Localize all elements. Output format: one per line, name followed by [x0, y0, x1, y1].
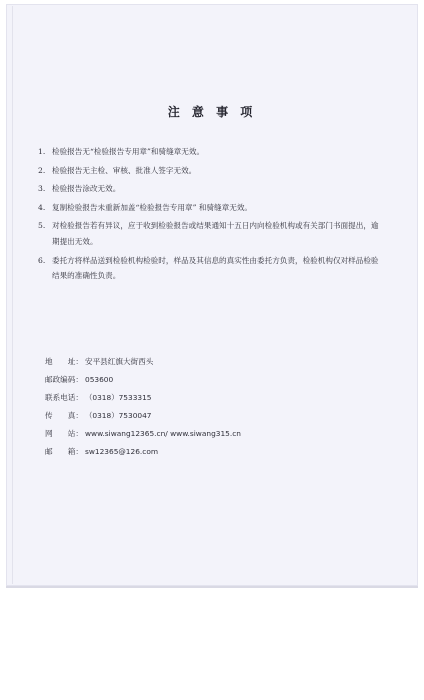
postcode-row — [45, 371, 365, 389]
notes-list — [38, 144, 383, 287]
document-page — [6, 4, 418, 586]
note-number: 1. — [38, 147, 46, 156]
phone-label: 联系电话： — [45, 393, 83, 402]
note-number: 6. — [38, 255, 46, 265]
note-text: 检验报告无主检、审核、批准人签字无效。 — [52, 165, 197, 175]
fax-label: 传 真： — [45, 411, 83, 420]
email-value: sw12365@126.com — [85, 447, 159, 456]
note-number: 3. — [38, 184, 46, 194]
phone-value: （0318）7533315 — [85, 393, 152, 402]
note-number: 2. — [38, 165, 46, 175]
phone-row — [45, 389, 365, 407]
note-item — [38, 163, 383, 179]
address-label: 地 址： — [45, 357, 83, 366]
page-bottom-edge — [6, 586, 418, 588]
website-label: 网 站： — [45, 429, 83, 438]
note-item — [38, 200, 383, 216]
postcode-value: 053600 — [85, 375, 114, 384]
note-item — [38, 253, 383, 284]
website-row — [45, 425, 365, 443]
note-item — [38, 218, 383, 249]
note-item — [38, 181, 383, 197]
note-text: 复制检验报告未重新加盖“检验报告专用章” 和骑缝章无效。 — [52, 202, 253, 212]
note-text: 检验报告涂改无效。 — [52, 184, 121, 194]
note-text: 对检验报告若有异议，应于收到检验报告或结果通知十五日内向检验机构或有关部门书面提出，逾期提出无效。 — [52, 221, 379, 246]
note-text: 委托方将样品送到检验机构检验时，样品及其信息的真实性由委托方负责，检验机构仅对样品检验结果的准确性负责。 — [52, 255, 379, 281]
fax-value: （0318）7530047 — [85, 411, 152, 420]
email-row — [45, 443, 365, 461]
note-text: 检验报告无“检验报告专用章”和骑缝章无效。 — [52, 147, 205, 156]
note-number: 4. — [38, 202, 46, 212]
page-title: 注 意 事 项 — [167, 105, 257, 119]
website-value: www.siwang12365.cn/ www.siwang315.cn — [85, 429, 241, 438]
contact-info — [45, 353, 365, 461]
page-binding-edge — [12, 6, 13, 584]
address-value: 安平县红旗大街西头 — [85, 357, 154, 366]
postcode-label: 邮政编码： — [45, 375, 83, 384]
email-label: 邮 箱： — [45, 447, 83, 456]
fax-row — [45, 407, 365, 425]
address-row — [45, 353, 365, 371]
note-number: 5. — [38, 221, 46, 231]
note-item — [38, 144, 383, 160]
